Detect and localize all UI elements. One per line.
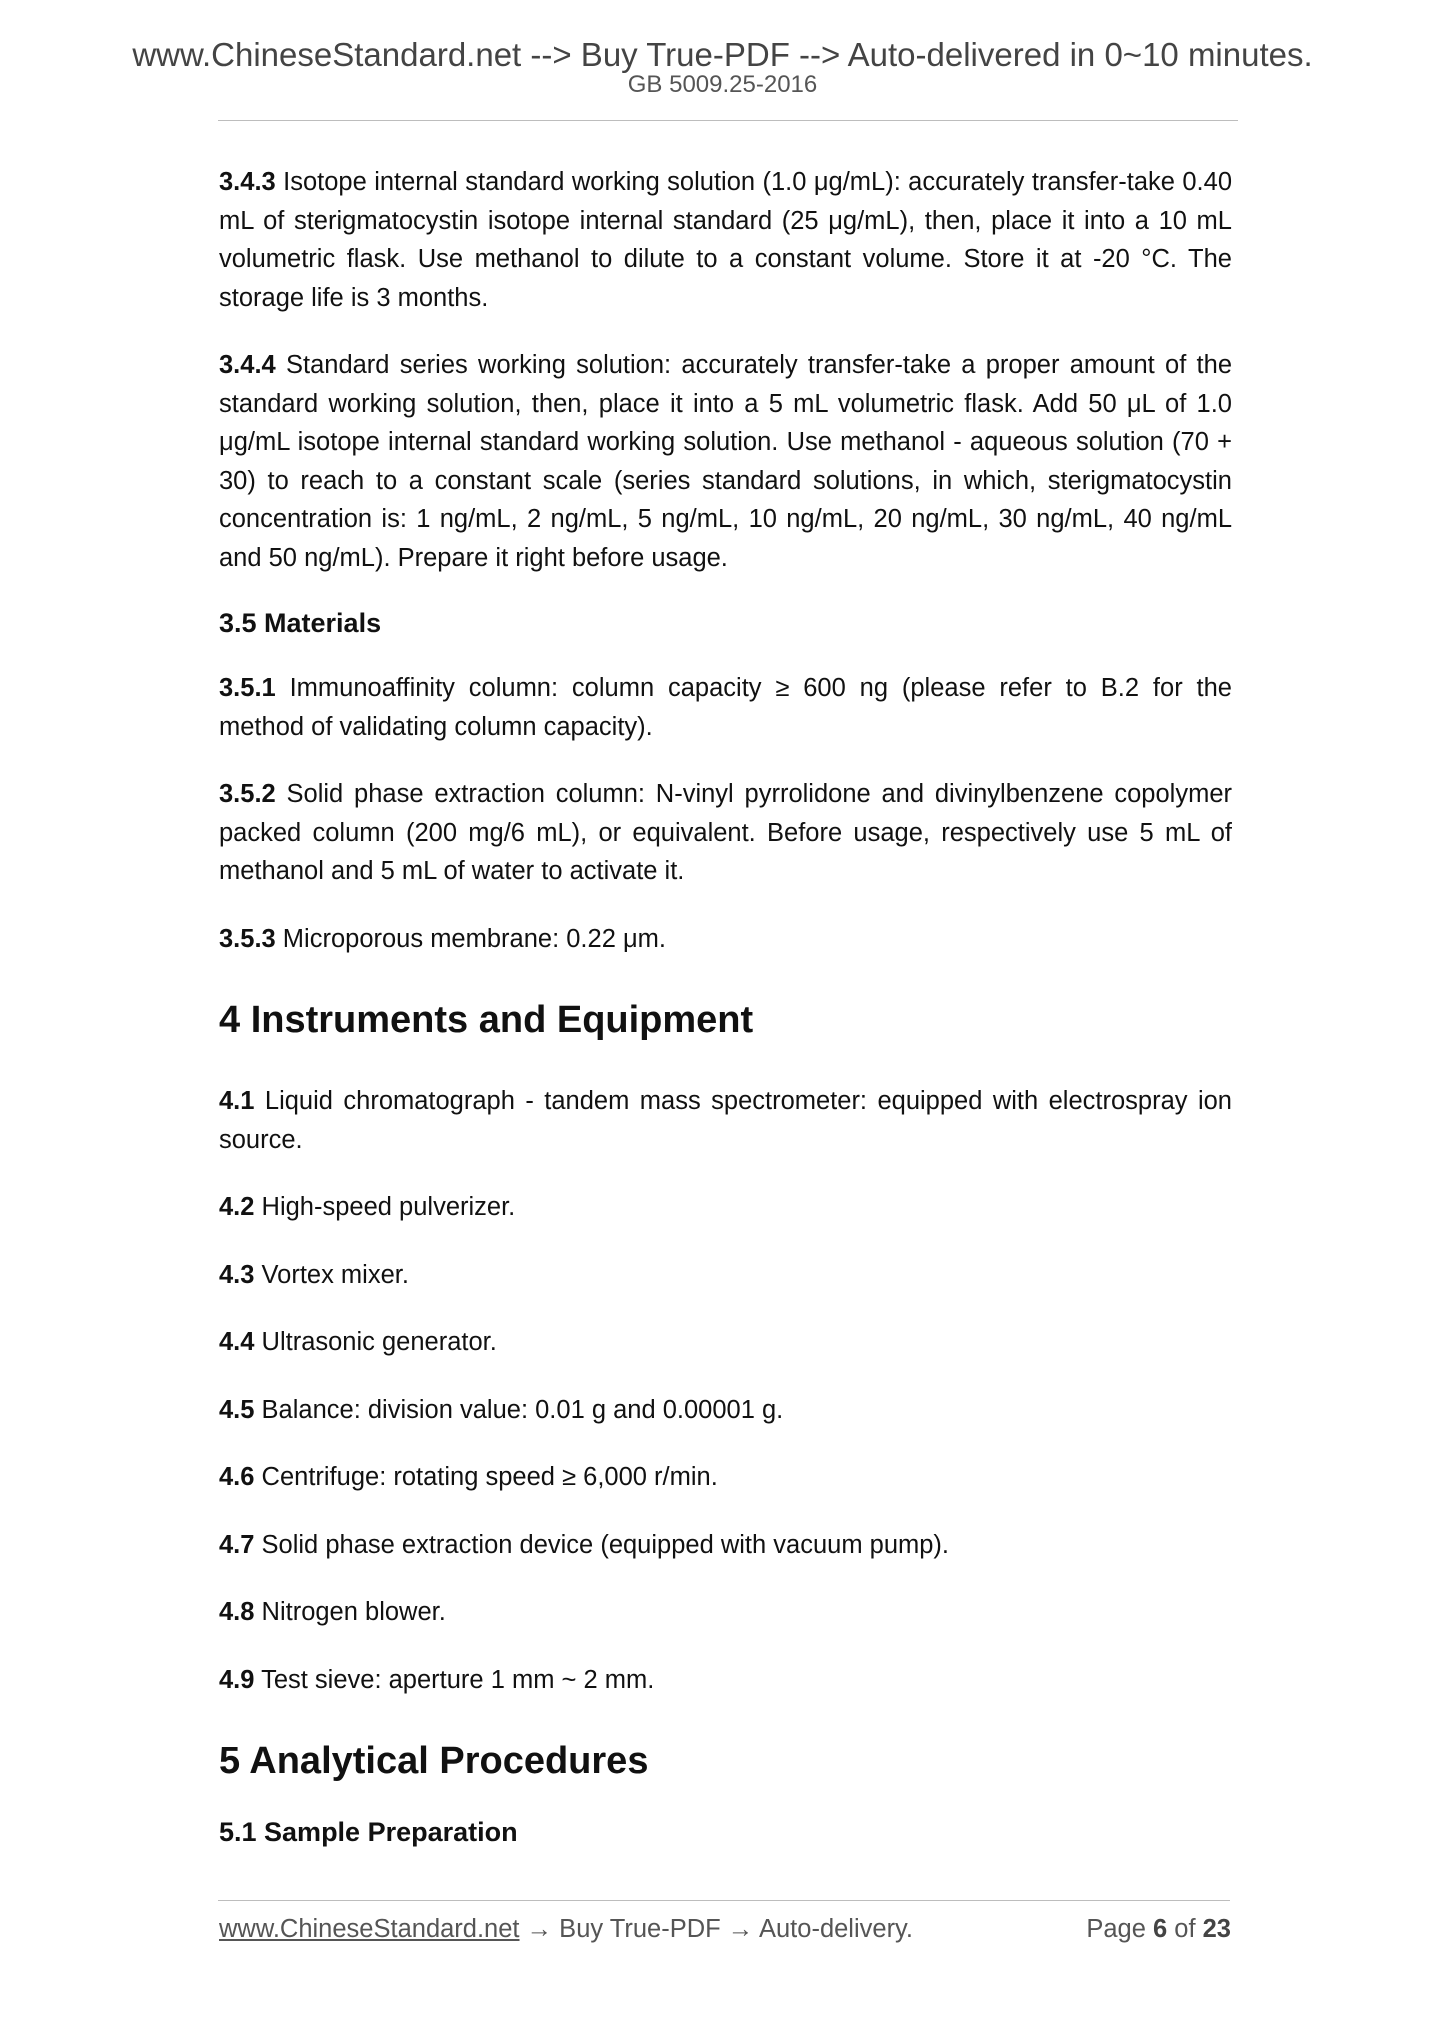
clause-number: 3.5.2 (219, 780, 276, 808)
clause-text: Nitrogen blower. (254, 1598, 446, 1626)
clause-text: Microporous membrane: 0.22 μm. (275, 924, 666, 953)
clause-text: Standard series working solution: accurately transfer-take a proper amount of the standard working solution, then, place it into a 5 mL volumetric flask. Add 50 μL of 1.0 μg/mL isotope internal standard working solution. Use methanol - aqueous solution (70 + 30) to reach to a constant scale (series standard solutions, in which, sterigmatocystin concentration is: 1 ng/mL, 2 ng/mL, 5 ng/mL, 10 ng/mL, 20 ng/mL, 30 ng/mL, 40 ng/mL and 50 ng/mL). Prepare it right before usage. (219, 351, 1232, 572)
clause-3-4-3 (219, 163, 1232, 317)
clause-text: Immunoaffinity column: column capacity ≥ 600 ng (please refer to B.2 for the method of validating column capacity). (219, 674, 1232, 741)
clause-number: 4.3 (219, 1260, 255, 1289)
clause-4-7 (219, 1526, 1232, 1565)
clause-number: 4.6 (219, 1463, 255, 1491)
clause-text: Liquid chromatograph - tandem mass spectrometer: equipped with electrospray ion source. (219, 1087, 1232, 1154)
clause-text: Solid phase extraction column: N-vinyl pyrrolidone and divinylbenzene copolymer packed column (200 mg/6 mL), or equivalent. Before usage, respectively use 5 mL of methanol and 5 mL of water to activate it. (219, 780, 1232, 885)
top-banner: www.ChineseStandard.net --> Buy True-PDF --> Auto-delivered in 0~10 minutes. (132, 36, 1313, 73)
clause-4-2 (219, 1188, 1232, 1227)
document-body (219, 163, 1232, 1851)
clause-3-4-4 (219, 346, 1232, 577)
header-divider (218, 120, 1238, 121)
clause-number: 4.8 (219, 1598, 255, 1626)
clause-3-5-3 (219, 920, 1232, 959)
clause-text: Vortex mixer. (254, 1260, 409, 1289)
clause-text: Isotope internal standard working solution (1.0 μg/mL): accurately transfer-take 0.40 mL of sterigmatocystin isotope internal standard (25 μg/mL), then, place it into a 10 mL volumetric flask. Use methanol to dilute to a constant volume. Store it at -20 °C. The storage life is 3 months. (219, 168, 1232, 312)
heading-section-5: 5 Analytical Procedures (219, 1740, 649, 1782)
page-of-label: of (1167, 1915, 1203, 1943)
footer-divider (218, 1900, 1230, 1901)
clause-number: 4.7 (219, 1530, 255, 1559)
clause-4-4 (219, 1323, 1232, 1362)
clause-3-5-2 (219, 775, 1232, 891)
clause-number: 4.4 (219, 1328, 255, 1356)
clause-text: Test sieve: aperture 1 mm ~ 2 mm. (254, 1665, 655, 1694)
clause-4-8 (219, 1593, 1232, 1632)
page-number: 6 (1153, 1915, 1168, 1943)
clause-number: 4.2 (219, 1193, 255, 1221)
clause-number: 3.5.1 (219, 674, 276, 702)
clause-4-5 (219, 1391, 1232, 1430)
clause-4-9 (219, 1661, 1232, 1700)
footer-site-link[interactable]: www.ChineseStandard.net (219, 1915, 520, 1943)
heading-3-5: 3.5 Materials (219, 608, 382, 638)
clause-4-6 (219, 1458, 1232, 1497)
clause-text: Solid phase extraction device (equipped with vacuum pump). (254, 1530, 950, 1559)
clause-number: 3.4.3 (219, 168, 276, 196)
clause-number: 4.5 (219, 1395, 255, 1424)
clause-3-5-1 (219, 669, 1232, 746)
standard-code: GB 5009.25-2016 (627, 71, 818, 98)
clause-text: Balance: division value: 0.01 g and 0.00001 g. (254, 1395, 784, 1424)
clause-text: Ultrasonic generator. (254, 1328, 497, 1356)
clause-4-1 (219, 1082, 1232, 1159)
clause-number: 3.4.4 (219, 351, 276, 379)
clause-text: High-speed pulverizer. (254, 1193, 516, 1221)
clause-number: 4.9 (219, 1665, 255, 1694)
page-indicator (1086, 1914, 1231, 1944)
clause-text: Centrifuge: rotating speed ≥ 6,000 r/min. (254, 1463, 718, 1491)
footer-tagline: → Buy True-PDF → Auto-delivery. (519, 1915, 913, 1943)
page-total: 23 (1202, 1915, 1231, 1943)
clause-4-3 (219, 1256, 1232, 1295)
clause-number: 3.5.3 (219, 924, 276, 953)
heading-section-4: 4 Instruments and Equipment (219, 999, 754, 1041)
page-footer (219, 1914, 1231, 1944)
heading-5-1: 5.1 Sample Preparation (219, 1817, 518, 1847)
clause-number: 4.1 (219, 1087, 255, 1115)
page-label: Page (1086, 1915, 1153, 1943)
